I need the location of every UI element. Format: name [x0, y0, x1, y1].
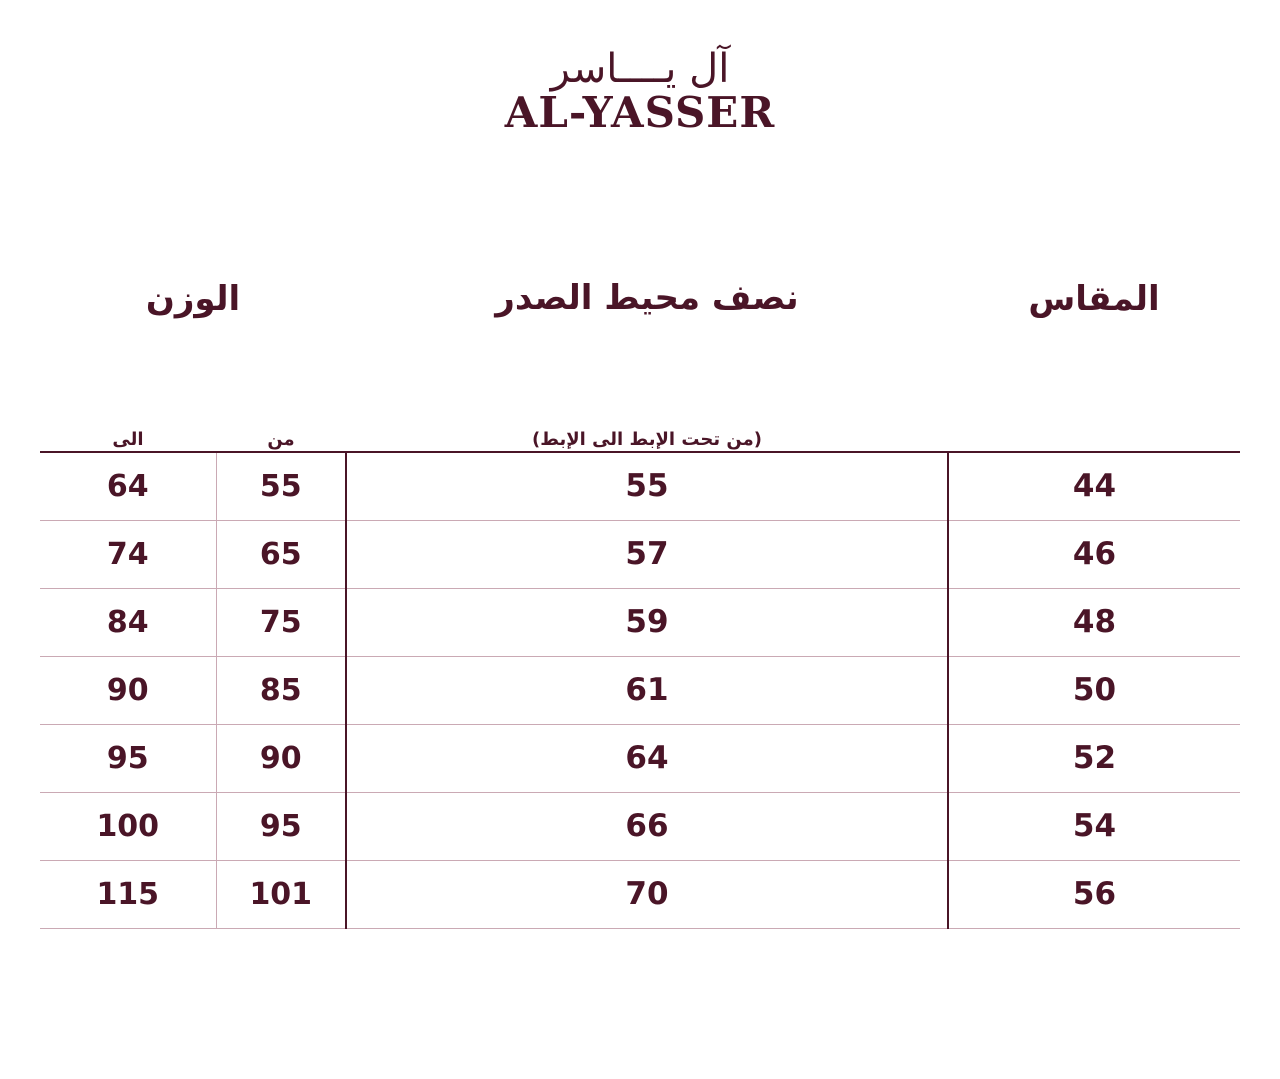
value-chest: 57 — [625, 536, 669, 572]
table-row — [40, 724, 1240, 792]
header-size: المقاس — [1028, 279, 1160, 319]
cell-chest — [346, 520, 948, 588]
cell-chest — [346, 588, 948, 656]
value-weight-to: 90 — [106, 672, 149, 708]
header-chest — [346, 262, 948, 336]
value-weight-from: 101 — [249, 876, 313, 912]
cell-size — [948, 860, 1240, 928]
header-row-main — [40, 262, 1240, 336]
cell-weight-to — [40, 452, 216, 520]
cell-weight-from — [216, 520, 346, 588]
header-size-spacer — [948, 336, 1240, 452]
header-row-sub — [40, 336, 1240, 452]
brand-logo-latin: AL-YASSER — [504, 88, 776, 137]
value-chest: 64 — [625, 740, 669, 776]
value-weight-from: 55 — [259, 468, 302, 504]
cell-weight-to — [40, 724, 216, 792]
cell-size — [948, 588, 1240, 656]
value-chest: 55 — [625, 468, 669, 505]
size-table-area — [40, 262, 1240, 929]
cell-size — [948, 656, 1240, 724]
brand-logo — [0, 48, 1280, 137]
value-weight-from: 75 — [259, 604, 302, 640]
table-row — [40, 588, 1240, 656]
cell-weight-from — [216, 588, 346, 656]
value-chest: 59 — [625, 604, 669, 640]
cell-weight-from — [216, 792, 346, 860]
header-weight-from: من — [267, 429, 295, 450]
table-row — [40, 792, 1240, 860]
cell-weight-from — [216, 452, 346, 520]
cell-chest — [346, 656, 948, 724]
value-size: 44 — [1072, 468, 1117, 505]
cell-size — [948, 792, 1240, 860]
cell-weight-from — [216, 860, 346, 928]
value-size: 52 — [1072, 740, 1117, 776]
value-chest: 66 — [625, 808, 669, 844]
size-table — [40, 262, 1240, 929]
value-size: 56 — [1072, 876, 1117, 912]
value-weight-from: 95 — [259, 808, 302, 844]
cell-weight-to — [40, 588, 216, 656]
header-chest-sub: (من تحت الإبط الى الإبط) — [531, 429, 762, 450]
cell-weight-from — [216, 656, 346, 724]
header-chest-title: نصف محيط الصدر — [495, 278, 799, 319]
table-head — [40, 262, 1240, 452]
value-size: 54 — [1072, 808, 1117, 844]
cell-size — [948, 724, 1240, 792]
value-weight-to: 84 — [106, 604, 149, 640]
value-weight-to: 100 — [96, 808, 160, 844]
table-row — [40, 452, 1240, 520]
cell-weight-to — [40, 792, 216, 860]
value-chest: 70 — [625, 876, 669, 912]
value-weight-to: 95 — [106, 740, 149, 776]
header-weight: الوزن — [145, 279, 241, 319]
value-weight-to: 115 — [96, 876, 160, 912]
cell-chest — [346, 792, 948, 860]
value-weight-from: 90 — [259, 740, 302, 776]
table-body — [40, 452, 1240, 928]
table-row — [40, 860, 1240, 928]
cell-chest — [346, 452, 948, 520]
cell-chest — [346, 724, 948, 792]
cell-weight-to — [40, 860, 216, 928]
value-weight-from: 65 — [259, 536, 302, 572]
table-row — [40, 520, 1240, 588]
brand-logo-arabic: آل ي‍ـ‍ـ‍ـ‍ـاسر — [550, 46, 730, 92]
cell-weight-from — [216, 724, 346, 792]
value-size: 46 — [1072, 536, 1117, 572]
header-weight-to: الى — [112, 429, 144, 450]
cell-size — [948, 520, 1240, 588]
cell-weight-to — [40, 656, 216, 724]
cell-size — [948, 452, 1240, 520]
cell-chest — [346, 860, 948, 928]
value-size: 48 — [1072, 604, 1117, 640]
value-weight-to: 64 — [106, 468, 149, 504]
cell-weight-to — [40, 520, 216, 588]
value-weight-to: 74 — [106, 536, 149, 572]
table-row — [40, 656, 1240, 724]
value-chest: 61 — [625, 672, 669, 708]
value-weight-from: 85 — [259, 672, 302, 708]
value-size: 50 — [1072, 672, 1117, 708]
